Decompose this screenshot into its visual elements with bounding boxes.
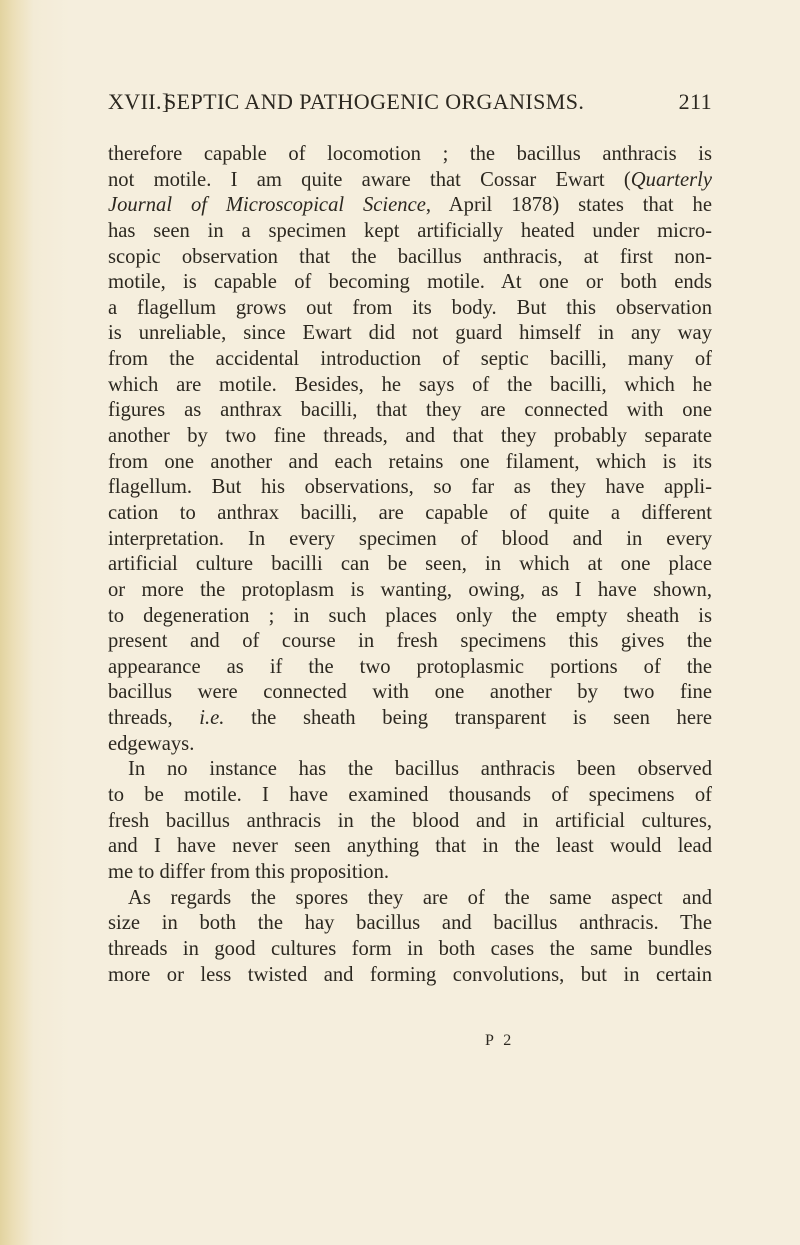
line-text: more or less twisted and forming convolutions, but in certain: [108, 963, 712, 986]
line-text: motile, is capable of becoming motile. At one or both ends: [108, 271, 712, 294]
line-text: bacillus were connected with one another by two fine: [108, 681, 712, 704]
text-line: [108, 680, 712, 706]
line-text: edgeways.: [108, 732, 195, 755]
line-text: size in both the hay bacillus and bacillus anthracis. The: [108, 912, 712, 935]
text-line: [108, 963, 712, 989]
line-text: figures as anthrax bacilli, that they are connected with one: [108, 399, 712, 422]
text-line: [108, 475, 712, 501]
line-text: another by two fine threads, and that they probably separate: [108, 425, 712, 448]
text-line: [108, 578, 712, 604]
line-text: to degeneration ; in such places only the empty sheath is: [108, 604, 712, 627]
text-line: [108, 783, 712, 809]
text-line: [108, 604, 712, 630]
line-text: from one another and each retains one filament, which is its: [108, 450, 712, 473]
text-line: [108, 911, 712, 937]
italic-text: Quarterly: [630, 168, 712, 191]
line-text: me to differ from this proposition.: [108, 860, 390, 883]
line-text: present and of course in fresh specimens this gives the: [108, 630, 712, 653]
text-line: [108, 296, 712, 322]
line-text: and I have never seen anything that in the least would lead: [108, 835, 712, 858]
line-text: threads,: [108, 707, 200, 730]
running-header: [108, 89, 712, 129]
line-text: not motile. I am quite aware that Cossar Ewart (: [108, 168, 631, 191]
text-line: [108, 860, 712, 886]
line-text: interpretation. In every specimen of blood and in every: [108, 527, 712, 550]
line-text: to be motile. I have examined thousands of specimens of: [108, 784, 712, 807]
text-line: [108, 552, 712, 578]
line-text: is unreliable, since Ewart did not guard himself in any way: [108, 322, 712, 345]
text-line: [108, 757, 712, 783]
text-line: [108, 450, 712, 476]
line-text: has seen in a specimen kept artificially heated under micro-: [108, 219, 712, 242]
text-line: [108, 373, 712, 399]
line-text: threads in good cultures form in both cases the same bundles: [108, 937, 712, 960]
text-line: [108, 937, 712, 963]
text-line: [108, 168, 712, 194]
text-line: [108, 321, 712, 347]
text-line: [108, 527, 712, 553]
signature-mark: P 2: [485, 1032, 515, 1049]
line-text: flagellum. But his observations, so far as they have appli-: [108, 476, 712, 499]
text-line: [108, 398, 712, 424]
text-line: [108, 809, 712, 835]
chapter-number: XVII.]: [108, 89, 170, 114]
text-line: [108, 655, 712, 681]
text-line: [108, 886, 712, 912]
line-text: artificial culture bacilli can be seen, in which at one place: [108, 553, 712, 576]
line-text: In no instance has the bacillus anthracis been observed: [128, 758, 712, 781]
text-line: [108, 142, 712, 168]
line-text: As regards the spores they are of the same aspect and: [128, 886, 712, 909]
text-line: [108, 834, 712, 860]
line-text: cation to anthrax bacilli, are capable of quite a different: [108, 501, 712, 524]
line-text: from the accidental introduction of septic bacilli, many of: [108, 348, 712, 371]
page-number: 211: [678, 89, 712, 114]
line-text: , April 1878) states that he: [425, 194, 712, 217]
text-line: [108, 245, 712, 271]
text-line: [108, 629, 712, 655]
running-title: SEPTIC AND PATHOGENIC ORGANISMS.: [164, 89, 585, 114]
line-text: or more the protoplasm is wanting, owing, as I have shown,: [108, 578, 712, 601]
line-text: scopic observation that the bacillus anthracis, at first non-: [108, 245, 712, 268]
text-line: [108, 424, 712, 450]
text-line: [108, 347, 712, 373]
italic-text: i.e.: [199, 707, 225, 730]
text-line: [108, 706, 712, 732]
body-text: [108, 142, 712, 988]
text-line: [108, 732, 712, 758]
line-text: which are motile. Besides, he says of the bacilli, which he: [108, 373, 712, 396]
text-line: [108, 501, 712, 527]
line-text: therefore capable of locomotion ; the bacillus anthracis is: [108, 143, 712, 165]
line-text: a flagellum grows out from its body. But this observation: [108, 296, 712, 319]
text-line: [108, 270, 712, 296]
text-line: [108, 193, 712, 219]
italic-text: Journal of Microscopical Science: [108, 194, 426, 217]
line-text: fresh bacillus anthracis in the blood and in artificial cultures,: [108, 809, 712, 832]
line-text: appearance as if the two protoplasmic portions of the: [108, 655, 712, 678]
line-text: the sheath being transparent is seen here: [224, 707, 712, 730]
text-line: [108, 219, 712, 245]
